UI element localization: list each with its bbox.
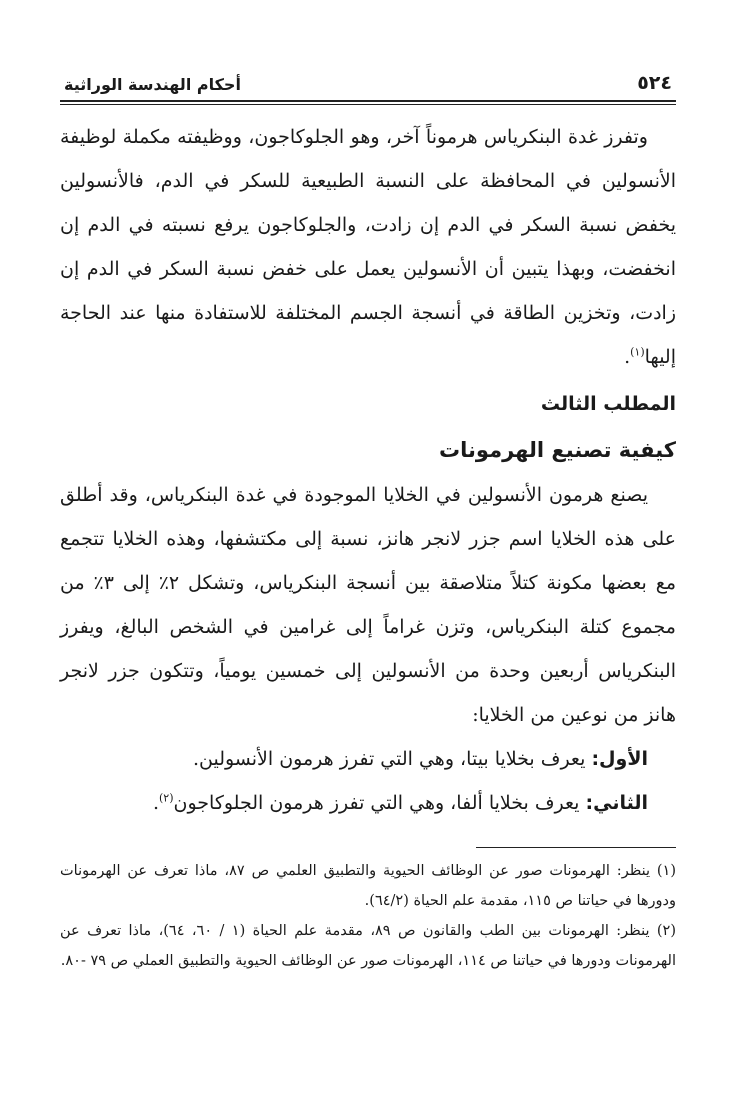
paragraph-end: .: [624, 346, 631, 368]
list-item: [60, 781, 676, 825]
section-title: كيفية تصنيع الهرمونات: [439, 438, 676, 462]
list-item-text: يعرف بخلايا بيتا، وهي التي تفرز هرمون الأنسولين.: [192, 748, 592, 770]
paragraph-insulin-production: يصنع هرمون الأنسولين في الخلايا الموجودة في غدة البنكرياس، وقد أطلق على هذه الخلايا اسم جزر لانجر هانز، نسبة إلى مكتشفها، وهذه الخلايا تتجمع مع بعضها مكونة كتلاً متلاصقة بين أنسجة البنكرياس، وتشكل ٢٪ إلى ٣٪ من مجموع كتلة البنكرياس، وتزن غراماً إلى غرامين في الشخص البالغ، ويفرز البنكرياس أربعين وحدة من الأنسولين إلى خمسين يومياً، وتتكون جزر لانجر هانز من نوعين من الخلايا:: [60, 484, 676, 726]
page-number: ٥٢٤: [637, 72, 672, 94]
section-label: المطلب الثالث: [540, 393, 676, 415]
list-item-end: .: [152, 792, 159, 814]
main-text: [60, 115, 676, 825]
paragraph-text: وتفرز غدة البنكرياس هرموناً آخر، وهو الجلوكاجون، ووظيفته مكملة لوظيفة الأنسولين في المحافظة على النسبة الطبيعية للسكر في الدم، فالأنسولين يخفض نسبة السكر في الدم إن زادت، والجلوكاجون يرفع نسبته في الدم إن انخفضت، وبهذا يتبين أن الأنسولين يعمل على خفض نسبة السكر في الدم إن زادت، وتخزين الطاقة في أنسجة الجسم المختلفة للاستفادة منها عند الحاجة إليها: [60, 126, 676, 368]
list-item: [60, 737, 676, 781]
book-title: أحكام الهندسة الوراثية: [64, 75, 241, 94]
footnotes: [60, 856, 676, 976]
list-item-lead: الثاني:: [585, 792, 648, 814]
header-rule: [60, 100, 676, 105]
footnote-1: (١) ينظر: الهرمونات صور عن الوظائف الحيوية والتطبيق العلمي ص ٨٧، ماذا تعرف عن الهرمونات ودورها في حياتنا ص ١١٥، مقدمة علم الحياة (٦٤/٢).: [60, 863, 676, 909]
running-header: [60, 62, 676, 94]
paragraph-glucagon: [60, 115, 676, 379]
list-item-lead: الأول:: [591, 748, 648, 770]
footnote-separator: [476, 847, 676, 848]
book-page: [60, 62, 676, 976]
footnote-ref-1: (١): [630, 345, 645, 359]
footnote-2: (٢) ينظر: الهرمونات بين الطب والقانون ص ٨٩، مقدمة علم الحياة (١ / ٦٠، ٦٤)، ماذا تعرف عن الهرمونات ودورها في حياتنا ص ١١٤، الهرمونات صور عن الوظائف الحيوية والتطبيق العملي ص ٧٩ -٨٠.: [60, 923, 676, 969]
footnote-ref-2: (٢): [159, 791, 174, 805]
list-item-text: يعرف بخلايا ألفا، وهي التي تفرز هرمون الجلوكاجون: [173, 792, 586, 814]
